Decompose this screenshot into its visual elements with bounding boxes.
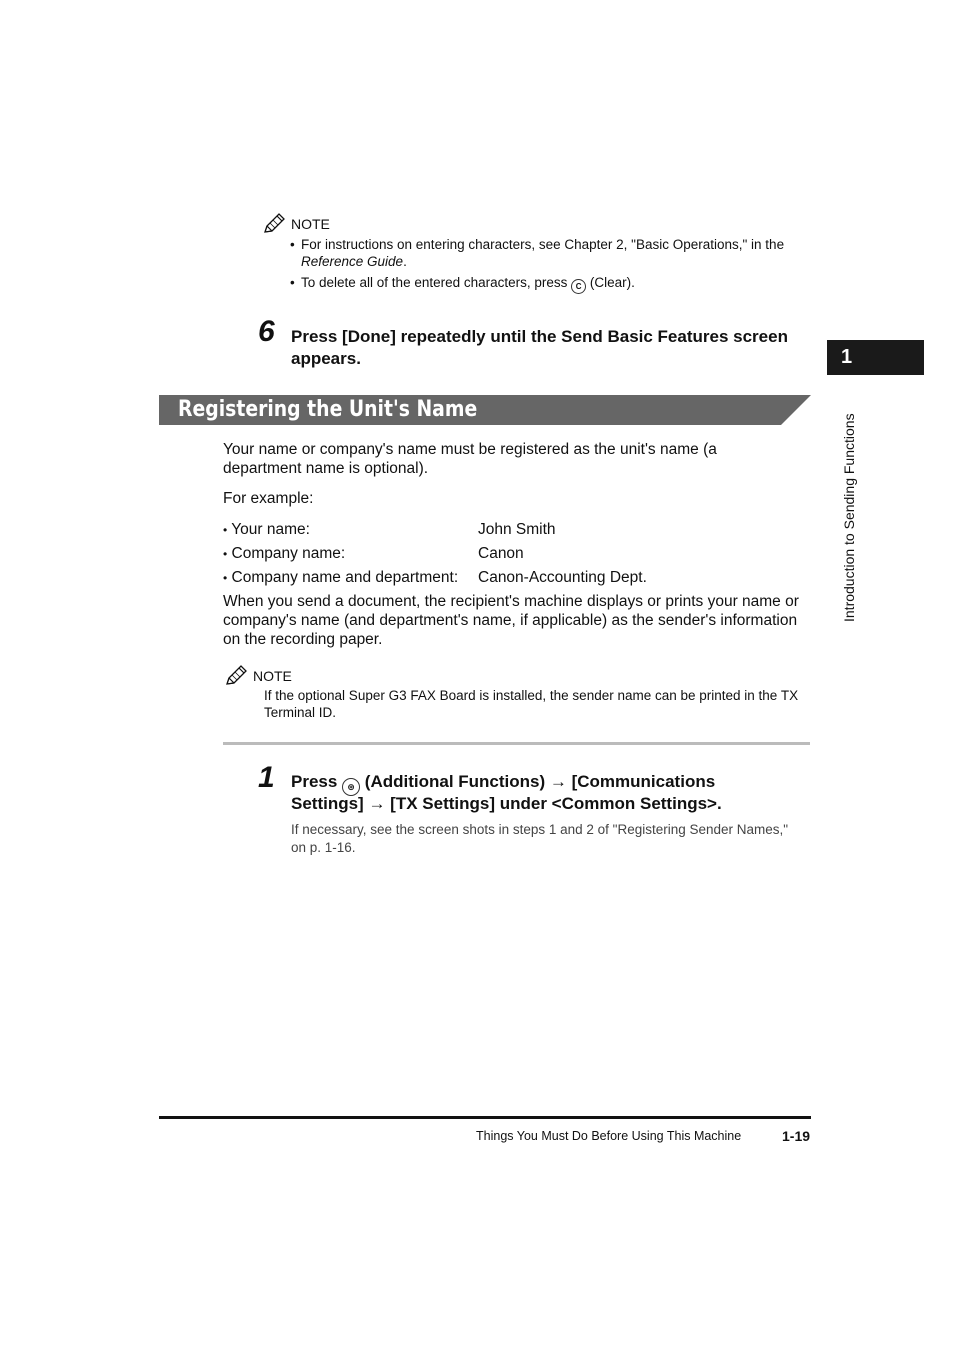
step-number: 6 (258, 315, 275, 348)
example-value: John Smith (478, 521, 556, 538)
section-divider (223, 742, 810, 745)
step-instruction: Press [Done] repeatedly until the Send Basic Features screen appears. (291, 327, 788, 368)
note-item: • To delete all of the entered characters, press C (Clear). (290, 274, 815, 294)
note-pencil-icon (262, 213, 286, 235)
clear-key-icon: C (571, 279, 586, 294)
additional-functions-key-icon: ⊛ (342, 778, 360, 796)
footer-rule (159, 1116, 811, 1119)
note-label: NOTE (291, 216, 330, 232)
note-pencil-icon (224, 665, 248, 687)
section-intro: Your name or company's name must be registered as the unit's name (a department name is optional). (223, 441, 717, 477)
step-number: 1 (258, 761, 275, 794)
page-number: 1-19 (782, 1128, 811, 1144)
example-item: • Company name: (223, 545, 346, 562)
example-value: Canon (478, 545, 524, 562)
section-description: When you send a document, the recipient's machine displays or prints your name or company's name (and department's name, if applicable) as the sender's information on the recording paper. (223, 593, 799, 648)
example-item: • Your name: (223, 521, 310, 538)
step-subtext: If necessary, see the screen shots in steps 1 and 2 of "Registering Sender Names," on p. 1-16. (291, 822, 789, 855)
note-label: NOTE (253, 668, 292, 684)
step-instruction: Press ⊛ (Additional Functions) → [Communications (291, 771, 816, 796)
chapter-side-label: Introduction to Sending Functions (841, 413, 857, 622)
note-item: • For instructions on entering characters, see Chapter 2, "Basic Operations," in the Reference Guide. (290, 237, 785, 269)
example-item: • Company name and department: (223, 569, 459, 586)
section-title: Registering the Unit's Name (178, 397, 478, 422)
chapter-number: 1 (841, 346, 853, 368)
for-example-label: For example: (223, 490, 314, 507)
note-text: If the optional Super G3 FAX Board is installed, the sender name can be printed in the TX Terminal ID. (264, 688, 799, 720)
footer-title: Things You Must Do Before Using This Machine (476, 1129, 742, 1143)
chapter-tab (827, 340, 924, 375)
step-instruction-line2: Settings] → [TX Settings] under <Common Settings>. (291, 794, 722, 813)
example-value: Canon-Accounting Dept. (478, 569, 647, 586)
